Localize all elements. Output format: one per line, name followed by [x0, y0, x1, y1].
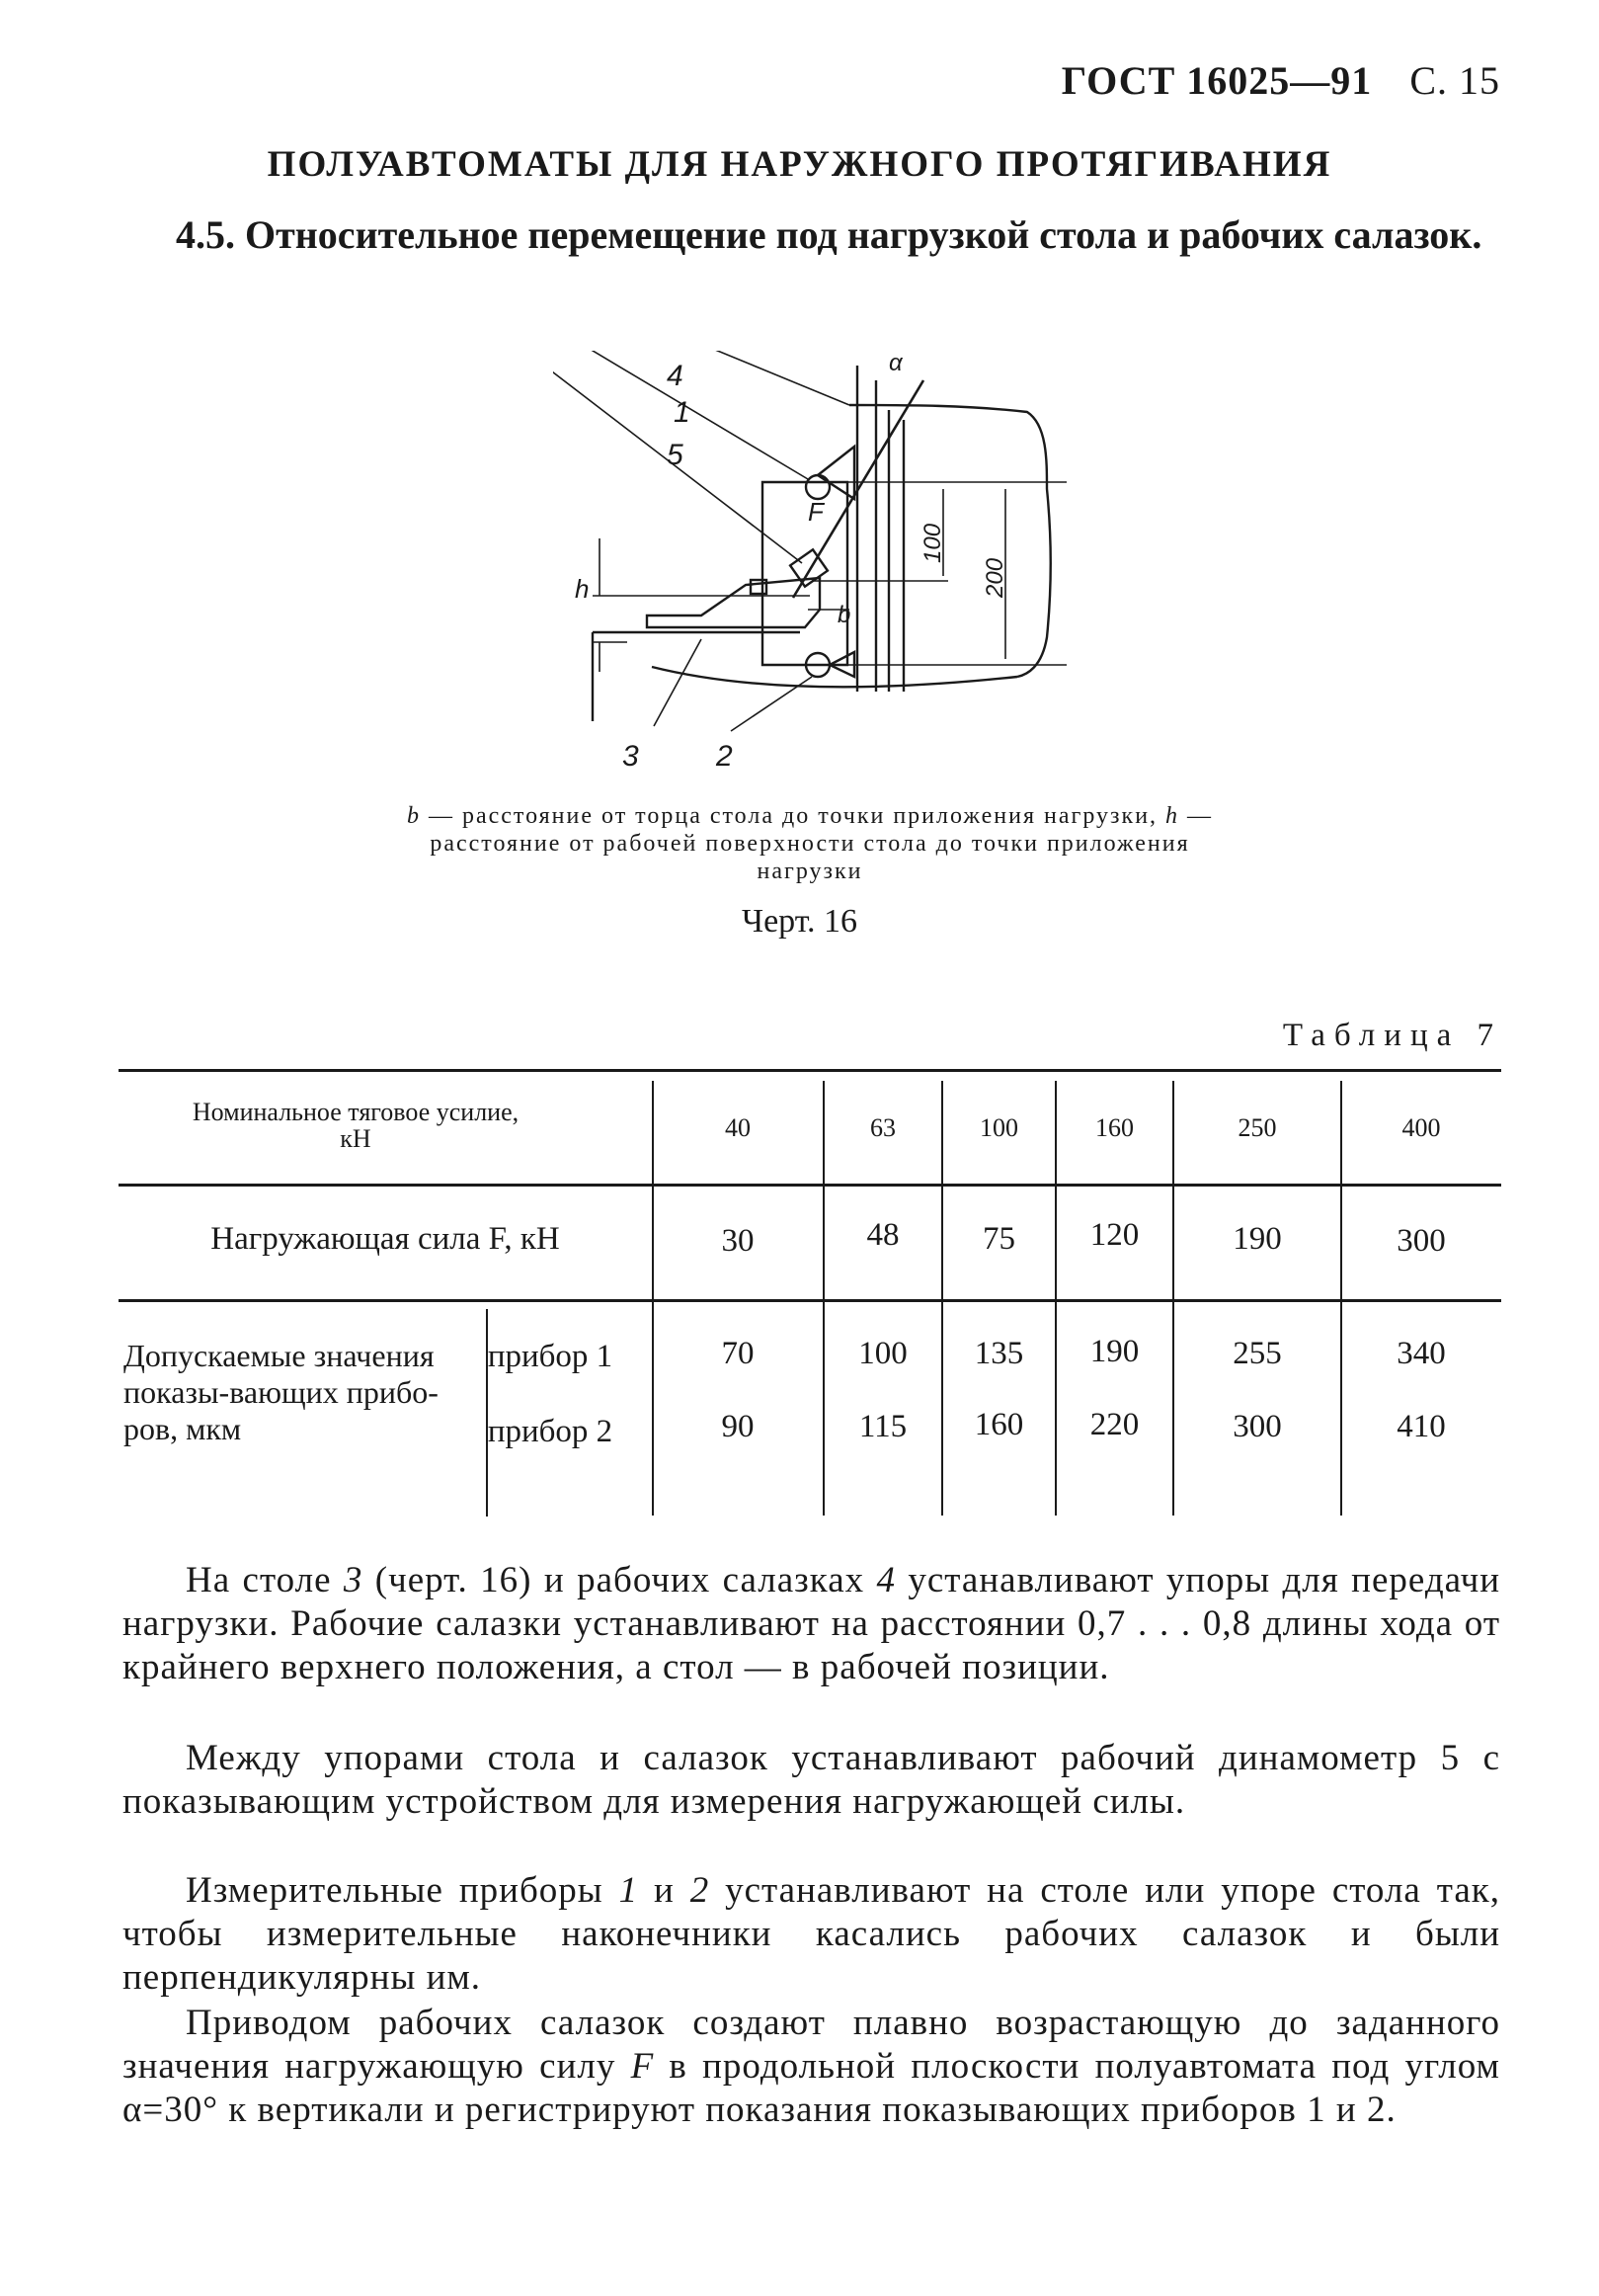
- label-b: b: [838, 602, 851, 628]
- instrument-1-value: 340: [1397, 1336, 1446, 1371]
- body-outline: [849, 405, 1051, 677]
- label-alpha: α: [889, 351, 903, 376]
- column-divider: [1340, 1081, 1342, 1516]
- table-rule: [119, 1069, 1501, 1072]
- force-value: 48: [866, 1217, 900, 1253]
- header-cell: 400: [1401, 1113, 1441, 1142]
- column-divider: [823, 1081, 825, 1516]
- instrument-1-value: 135: [974, 1336, 1024, 1371]
- header-cell: 250: [1238, 1113, 1277, 1142]
- paragraph-3: [122, 1869, 1500, 2000]
- allowed-values-label: Допускаемые значения показы-вающих прибо-ров, мкм: [123, 1338, 439, 1446]
- figure-label: Черт. 16: [741, 903, 858, 940]
- p4-force-symbol: F: [630, 2046, 655, 2087]
- gauge-1-circle: [806, 475, 830, 499]
- p3-text-b: и: [638, 1870, 690, 1911]
- table-stop: [647, 578, 820, 627]
- label-3: 3: [622, 740, 639, 773]
- p3-text-a: Измерительные приборы: [186, 1870, 619, 1911]
- force-value: 30: [721, 1223, 755, 1259]
- instrument-1-value: 190: [1089, 1334, 1140, 1369]
- paragraph-4: [122, 2002, 1500, 2132]
- figure-caption: [375, 802, 1244, 885]
- table-rule: [119, 1299, 1501, 1302]
- label-5: 5: [667, 439, 683, 471]
- p1-text-b: (черт. 16) и рабочих салазках: [362, 1560, 877, 1600]
- p3-text-c: устанавливают на столе или упоре стола так, чтобы измерительные наконечники касались рабочих салазок и были перпендикулярны им.: [122, 1870, 1501, 1998]
- p4-text-b: в продольной плоскости полуавтомата под углом α=30° к вертикали и регистрируют показания показывающих приборов 1 и 2.: [122, 2046, 1500, 2130]
- instrument-2-value: 300: [1233, 1409, 1282, 1444]
- column-divider: [652, 1081, 654, 1516]
- paragraph-2: Между упорами стола и салазок устанавливают рабочий динамометр 5 с показывающим устройством для измерения нагружающей силы.: [122, 1738, 1500, 1822]
- caption-h-symbol: h: [1165, 803, 1180, 829]
- instrument-2-value: 220: [1089, 1407, 1140, 1442]
- caption-text-2: — расстояние от рабочей поверхности стола до точки приложения нагрузки: [430, 803, 1214, 884]
- instrument-2-value: 160: [974, 1407, 1024, 1442]
- table-rule: [119, 1184, 1501, 1187]
- p1-text-c: устанавливают упоры для передачи нагрузки. Рабочие салазки устанавливают на расстоянии 0,7 . . . 0,8 длины хода от крайнего верхнего положения, а стол — в рабочей позиции.: [122, 1560, 1500, 1687]
- force-value: 75: [983, 1221, 1015, 1257]
- instrument-2-label: прибор 2: [487, 1414, 613, 1449]
- header-cell: 100: [980, 1113, 1018, 1142]
- label-f: F: [808, 497, 824, 527]
- p4-text-a: Приводом рабочих салазок создают плавно возрастающую до заданного значения нагружающую силу: [122, 2003, 1500, 2087]
- label-4: 4: [667, 360, 683, 392]
- instrument-1-value: 100: [858, 1336, 908, 1371]
- instrument-2-value: 115: [858, 1409, 908, 1444]
- instrument-1-label: прибор 1: [487, 1339, 613, 1374]
- instrument-1-value: 255: [1233, 1336, 1282, 1371]
- force-label: Нагружающая сила F, кН: [210, 1221, 560, 1257]
- label-1: 1: [674, 396, 690, 429]
- leader-line: [654, 639, 701, 726]
- instrument-2-value: 90: [721, 1409, 755, 1444]
- force-value: 190: [1233, 1221, 1282, 1257]
- table-label: Таблица 7: [1282, 1018, 1502, 1053]
- label-h: h: [575, 574, 590, 604]
- force-value: 120: [1089, 1217, 1140, 1253]
- paragraph-1: [122, 1559, 1500, 1689]
- instrument-2-value: 410: [1397, 1409, 1446, 1444]
- header-cell: 40: [725, 1113, 751, 1142]
- standard-number: ГОСТ 16025—91: [1061, 58, 1373, 103]
- instrument-1-value: 70: [721, 1336, 755, 1371]
- section-title: ПОЛУАВТОМАТЫ ДЛЯ НАРУЖНОГО ПРОТЯГИВАНИЯ: [267, 144, 1332, 185]
- caption-text-1: — расстояние от торца стола до точки приложения нагрузки,: [420, 803, 1166, 829]
- bracket-frame: [762, 482, 847, 665]
- column-divider: [1055, 1081, 1057, 1516]
- technical-drawing: [553, 351, 1067, 785]
- label-200: 200: [982, 557, 1008, 598]
- label-100: 100: [919, 523, 946, 563]
- gauge-1-stop: [818, 447, 854, 499]
- leader-line: [553, 351, 849, 405]
- page-header: [1062, 57, 1500, 104]
- subheading: 4.5. Относительное перемещение под нагрузкой стола и рабочих салазок.: [176, 212, 1482, 257]
- body-bottom-outline: [652, 667, 1017, 687]
- label-2: 2: [716, 740, 733, 773]
- page-number: С. 15: [1409, 58, 1500, 103]
- force-value: 300: [1397, 1223, 1446, 1259]
- p1-text-a: На столе: [186, 1560, 344, 1600]
- p1-ref-3: 3: [343, 1560, 363, 1600]
- header-label: Номинальное тяговое усилие, кН: [192, 1098, 520, 1153]
- p1-ref-4: 4: [876, 1560, 896, 1600]
- header-cell: 63: [870, 1113, 896, 1142]
- p3-ref-1: 1: [618, 1870, 639, 1911]
- caption-b-symbol: b: [406, 803, 421, 829]
- header-cell: 160: [1095, 1113, 1134, 1142]
- p3-ref-2: 2: [689, 1870, 710, 1911]
- column-divider: [1172, 1081, 1174, 1516]
- column-divider: [941, 1081, 943, 1516]
